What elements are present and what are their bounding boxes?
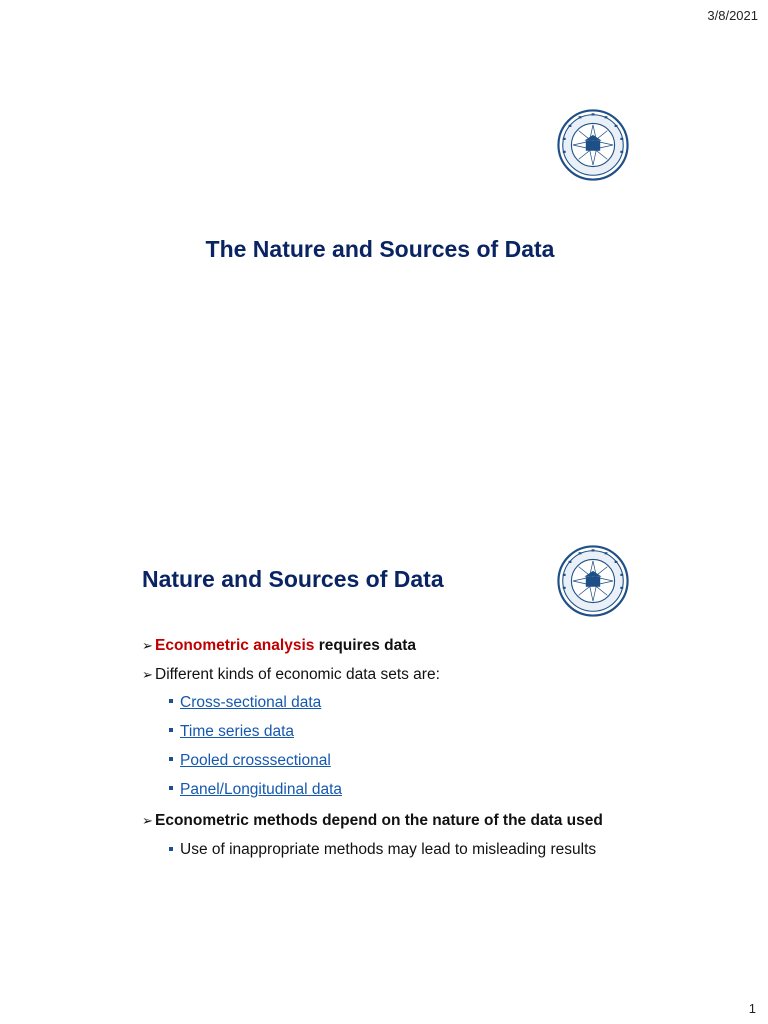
university-seal-icon [557, 545, 629, 617]
bullet-text: Use of inappropriate methods may lead to misleading results [180, 841, 597, 858]
highlight-term: Econometric analysis [155, 637, 315, 654]
link-panel-longitudinal[interactable]: Panel/Longitudinal data [180, 781, 343, 798]
bullet-text: Different kinds of economic data sets are: [155, 666, 440, 683]
bullet-econometric-analysis [142, 633, 622, 659]
bullet-list [142, 633, 622, 863]
list-item[interactable] [142, 688, 622, 717]
link-cross-sectional[interactable]: Cross-sectional data [180, 694, 322, 711]
bullet-text: Econometric methods depend on the nature of the data used [155, 812, 603, 829]
list-item[interactable] [142, 717, 622, 746]
bullet-text: requires data [318, 637, 417, 654]
slide1-title: The Nature and Sources of Data [205, 236, 555, 262]
arrow-bullet-icon: ➢ [142, 638, 153, 653]
arrow-bullet-icon: ➢ [142, 813, 153, 828]
bullet-data-kinds [142, 662, 622, 688]
sub-bullet-methods [142, 837, 622, 863]
square-bullet-icon [169, 786, 173, 790]
square-bullet-icon [169, 847, 173, 851]
arrow-bullet-icon: ➢ [142, 667, 153, 682]
link-time-series[interactable]: Time series data [180, 723, 294, 740]
slide2-title: Nature and Sources of Data [142, 566, 444, 592]
list-item[interactable] [142, 775, 622, 804]
square-bullet-icon [169, 728, 173, 732]
square-bullet-icon [169, 699, 173, 703]
link-pooled-crosssectional[interactable]: Pooled crosssectional [180, 752, 331, 769]
date-stamp: 3/8/2021 [707, 8, 758, 23]
university-seal-icon [557, 109, 629, 181]
square-bullet-icon [169, 757, 173, 761]
page-number: 1 [748, 1001, 756, 1016]
bullet-methods [142, 808, 622, 834]
list-item[interactable] [142, 746, 622, 775]
